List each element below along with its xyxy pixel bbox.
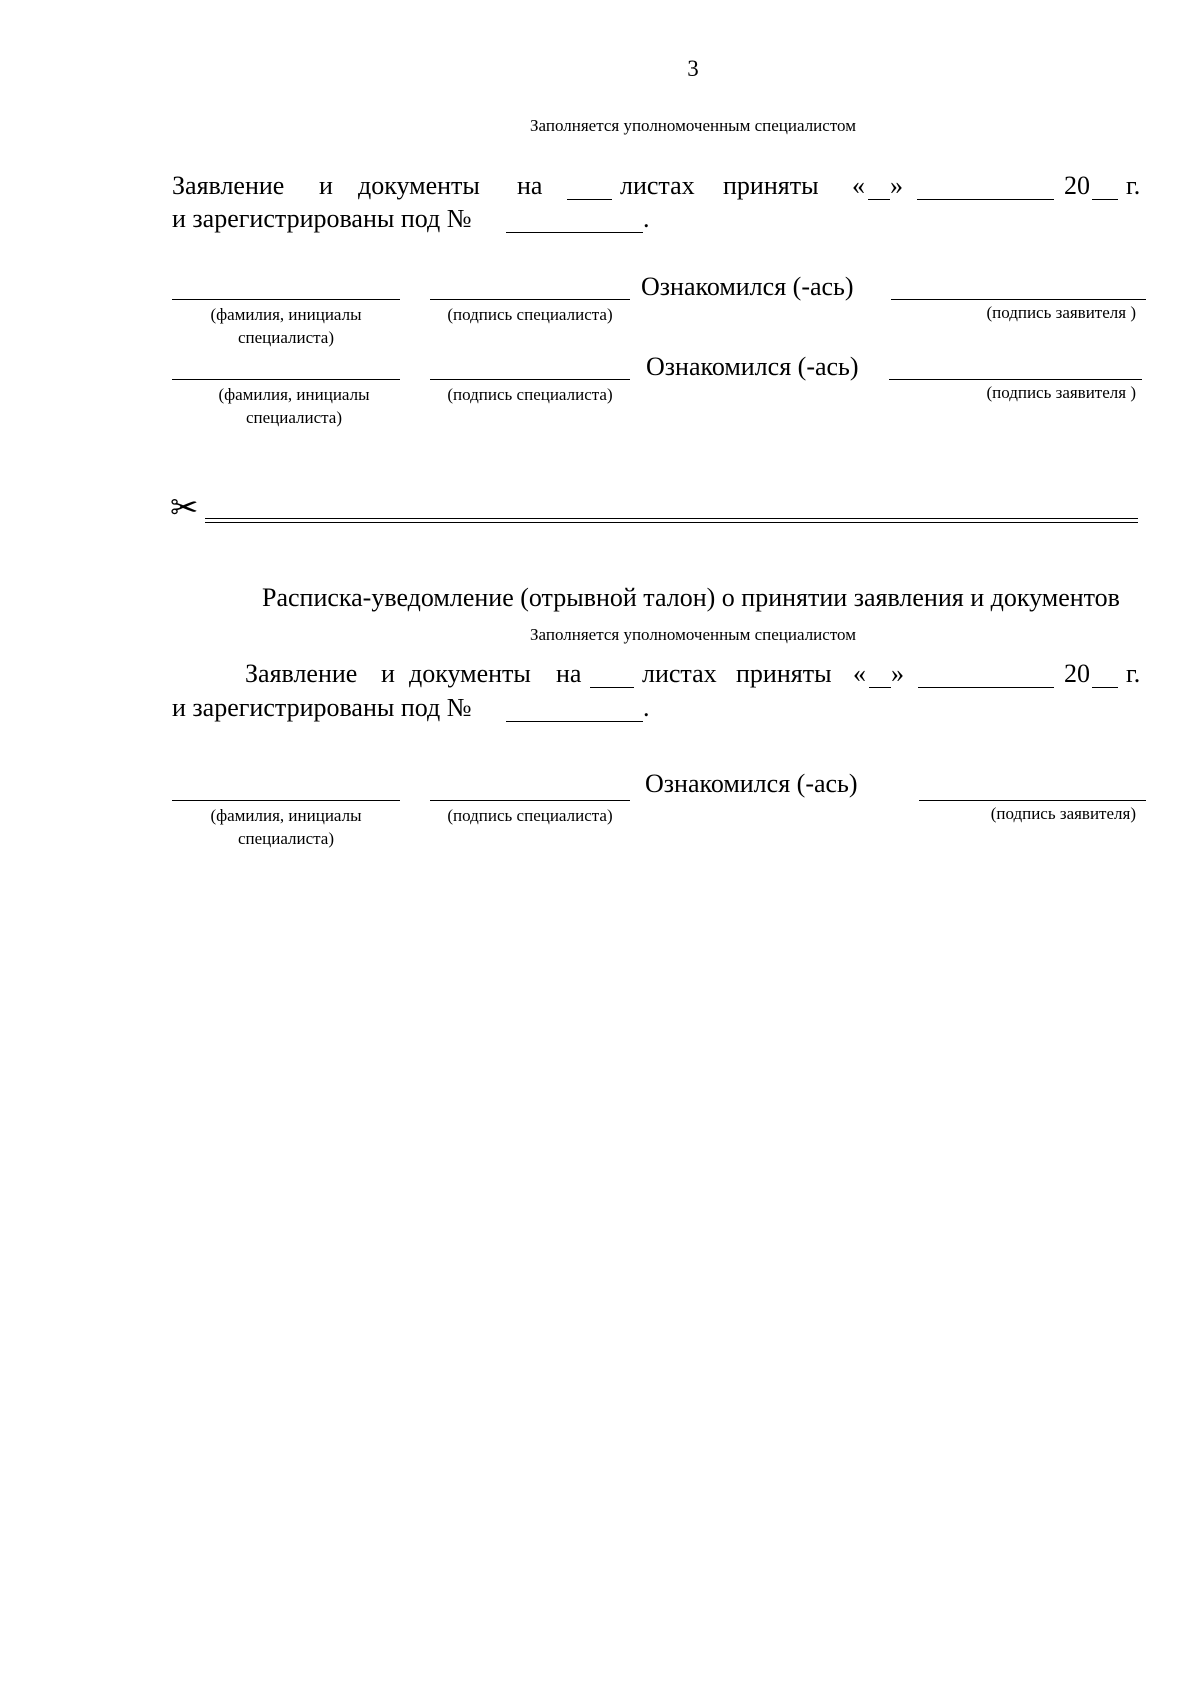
cut-line xyxy=(205,518,1138,523)
month-field[interactable] xyxy=(918,687,1054,688)
acknowledged-label: Ознакомился (-ась) xyxy=(641,272,854,301)
receipt-note: Заполняется уполномоченным специалистом xyxy=(530,625,856,644)
quote-open: « xyxy=(853,659,866,688)
specialist-sign-field[interactable] xyxy=(430,800,630,801)
period: . xyxy=(643,204,650,233)
receipt-title: Расписка-уведомление (отрывной талон) о принятии заявления и документов xyxy=(262,583,1120,612)
registered-label: и зарегистрированы под № xyxy=(172,204,472,233)
month-field[interactable] xyxy=(917,199,1054,200)
word-listah: листах xyxy=(620,171,695,200)
specialist-sign-caption: (подпись специалиста) xyxy=(447,305,613,324)
page-number: 3 xyxy=(687,56,699,81)
word-na: на xyxy=(556,659,582,688)
quote-close: » xyxy=(891,659,904,688)
specialist-sign-field[interactable] xyxy=(430,379,630,380)
acknowledged-label: Ознакомился (-ась) xyxy=(646,352,859,381)
word-na: на xyxy=(517,171,543,200)
scissors-icon: ✂ xyxy=(170,490,199,527)
specialist-name-caption: (фамилия, инициалы специалиста) xyxy=(210,305,362,347)
specialist-name-field[interactable] xyxy=(172,800,400,801)
applicant-sign-field[interactable] xyxy=(889,379,1142,380)
year-field[interactable] xyxy=(1092,199,1118,200)
applicant-sign-caption: (подпись заявителя ) xyxy=(986,383,1136,402)
registration-number-field[interactable] xyxy=(506,232,643,233)
specialist-name-caption: (фамилия, инициалы специалиста) xyxy=(210,806,362,848)
word-dokumenty: документы xyxy=(358,171,480,200)
year-prefix: 20 xyxy=(1064,659,1090,688)
applicant-sign-caption: (подпись заявителя ) xyxy=(986,303,1136,322)
registration-number-field[interactable] xyxy=(506,721,643,722)
word-g: г. xyxy=(1126,171,1141,200)
applicant-sign-field[interactable] xyxy=(919,800,1146,801)
period: . xyxy=(643,693,650,722)
quote-open: « xyxy=(852,171,865,200)
applicant-sign-caption: (подпись заявителя) xyxy=(990,804,1136,823)
specialist-name-caption: (фамилия, инициалы специалиста) xyxy=(218,385,370,427)
specialist-name-field[interactable] xyxy=(172,379,400,380)
registered-label: и зарегистрированы под № xyxy=(172,693,472,722)
word-zayavlenie: Заявление xyxy=(172,171,285,200)
quote-close: » xyxy=(890,171,903,200)
specialist-sign-caption: (подпись специалиста) xyxy=(447,385,613,404)
acknowledged-label: Ознакомился (-ась) xyxy=(645,769,858,798)
specialist-sign-caption: (подпись специалиста) xyxy=(447,806,613,825)
word-prinyaty: приняты xyxy=(736,659,832,688)
applicant-sign-field[interactable] xyxy=(891,299,1146,300)
word-zayavlenie: Заявление xyxy=(245,659,358,688)
word-dokumenty: документы xyxy=(409,659,531,688)
sheets-field[interactable] xyxy=(567,199,612,200)
top-note: Заполняется уполномоченным специалистом xyxy=(530,116,856,135)
year-prefix: 20 xyxy=(1064,171,1090,200)
word-i: и xyxy=(319,171,333,200)
specialist-sign-field[interactable] xyxy=(430,299,630,300)
word-listah: листах xyxy=(642,659,717,688)
word-prinyaty: приняты xyxy=(723,171,819,200)
year-field[interactable] xyxy=(1092,687,1118,688)
sheets-field[interactable] xyxy=(590,687,634,688)
day-field[interactable] xyxy=(868,199,890,200)
word-g: г. xyxy=(1126,659,1141,688)
specialist-name-field[interactable] xyxy=(172,299,400,300)
word-i: и xyxy=(381,659,395,688)
day-field[interactable] xyxy=(869,687,891,688)
